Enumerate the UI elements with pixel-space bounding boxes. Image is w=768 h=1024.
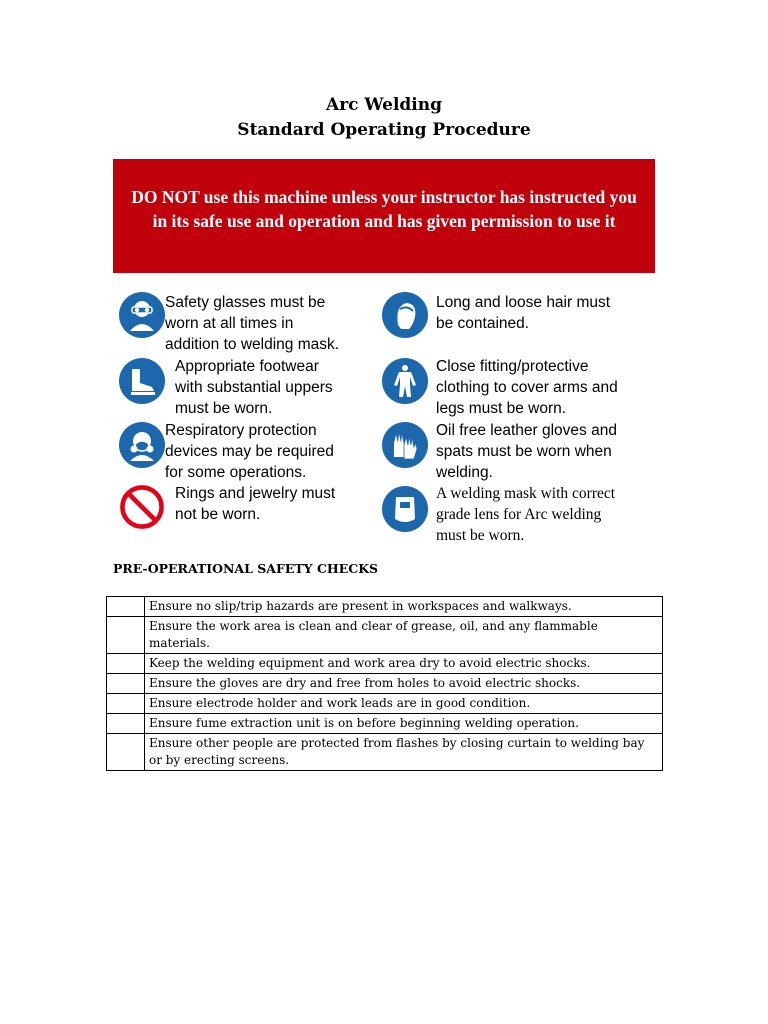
rule-safety-glasses xyxy=(165,292,339,355)
no-jewelry-icon xyxy=(119,484,165,530)
check-item: Ensure the work area is clean and clear of grease, oil, and any flammable materials. xyxy=(145,617,663,654)
table-row xyxy=(107,714,663,734)
rule-text: Long and loose hair must be contained. xyxy=(436,294,611,332)
rule-text: Close fitting/protective clothing to cover arms and legs must be worn. xyxy=(436,358,618,417)
rule-respirator xyxy=(165,420,334,483)
table-row xyxy=(107,674,663,694)
rule-text: Respiratory protection devices may be required for some operations. xyxy=(165,422,334,481)
table-row xyxy=(107,694,663,714)
check-item: Keep the welding equipment and work area dry to avoid electric shocks. xyxy=(145,654,663,674)
page-subtitle: Standard Operating Procedure xyxy=(237,120,531,140)
rule-hair xyxy=(436,292,610,334)
rule-text: A welding mask with correct grade lens for Arc welding must be worn. xyxy=(436,485,616,544)
check-box[interactable] xyxy=(107,734,145,771)
rule-text: Oil free leather gloves and spats must be worn when welding. xyxy=(436,422,617,481)
warning-banner xyxy=(113,159,655,273)
check-box[interactable] xyxy=(107,714,145,734)
rule-footwear xyxy=(175,356,333,419)
check-box[interactable] xyxy=(107,654,145,674)
rule-no-jewelry xyxy=(175,483,335,525)
table-row xyxy=(107,617,663,654)
check-item: Ensure fume extraction unit is on before beginning welding operation. xyxy=(145,714,663,734)
respirator-icon xyxy=(119,422,165,468)
rule-text: Safety glasses must be worn at all times in addition to welding mask. xyxy=(165,294,340,353)
check-box[interactable] xyxy=(107,694,145,714)
rule-gloves xyxy=(436,420,617,483)
welding-mask-icon xyxy=(382,486,428,532)
hair-contained-icon xyxy=(382,292,428,338)
check-item: Ensure electrode holder and work leads are in good condition. xyxy=(145,694,663,714)
table-row xyxy=(107,734,663,771)
rule-text: Rings and jewelry must not be worn. xyxy=(175,485,336,523)
rule-text: Appropriate footwear with substantial uppers must be worn. xyxy=(175,358,333,417)
safety-glasses-icon xyxy=(119,292,165,338)
check-box[interactable] xyxy=(107,617,145,654)
leather-gloves-icon xyxy=(382,422,428,468)
check-item: Ensure no slip/trip hazards are present in workspaces and walkways. xyxy=(145,597,663,617)
warning-text: DO NOT use this machine unless your instructor has instructed you in its safe use and operation and has given permission to use it xyxy=(131,187,637,231)
check-box[interactable] xyxy=(107,674,145,694)
footwear-icon xyxy=(119,358,165,404)
table-row xyxy=(107,654,663,674)
page-title: Arc Welding xyxy=(326,95,442,115)
rule-clothing xyxy=(436,356,618,419)
check-box[interactable] xyxy=(107,597,145,617)
check-item: Ensure other people are protected from flashes by closing curtain to welding bay or by erecting screens. xyxy=(145,734,663,771)
rule-welding-mask xyxy=(436,483,615,546)
table-row xyxy=(107,597,663,617)
protective-clothing-icon xyxy=(382,358,428,404)
section-heading: PRE-OPERATIONAL SAFETY CHECKS xyxy=(113,561,379,576)
check-item: Ensure the gloves are dry and free from holes to avoid electric shocks. xyxy=(145,674,663,694)
checks-table xyxy=(106,596,663,771)
